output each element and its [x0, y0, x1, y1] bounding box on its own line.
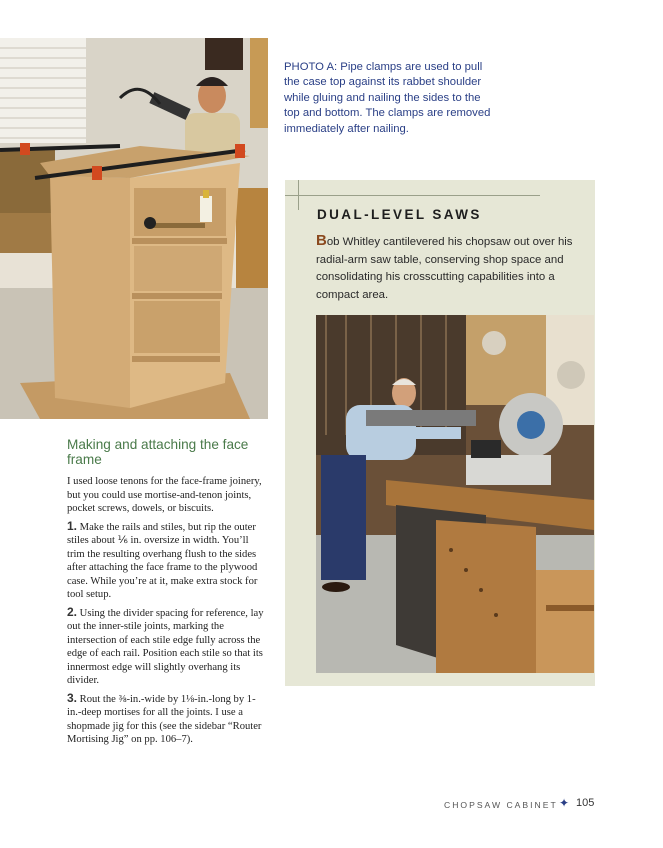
running-footer-section: CHOPSAW CABINET [444, 800, 558, 810]
step-number: 2. [67, 604, 78, 619]
step-text: Make the rails and stiles, but rip the outer stiles about ⅙ in. oversize in width. You’ll trim the resulting overhang flush to the sides after attaching the face frame to the plywood case. While you’re at it, make extra stock for tool setup. [67, 521, 258, 600]
caption-label: PHOTO A: [284, 61, 338, 73]
page-number: 105 [576, 797, 595, 809]
step-2 [67, 606, 268, 688]
step-number: 1. [67, 518, 78, 533]
step-1 [67, 520, 268, 602]
body-text [67, 475, 268, 747]
step-text: Rout the ⅜-in.-wide by 1⅛-in.-long by 1-in.-deep mortises for all the joints. I use a shopmade jig for this (see the sidebar “Router Mortising Jig” on pp. 106–7). [67, 693, 262, 745]
sidebar-title: DUAL-LEVEL SAWS [317, 207, 482, 222]
step-text: Using the divider spacing for reference, lay out the inner-stile joints, marking the intersection of each stile edge fully across the edge of each rail. Position each stile so that its innermost edge will slightly overhang its divider. [67, 607, 264, 686]
photo-cabinet-clamping [0, 38, 268, 419]
step-3 [67, 692, 268, 747]
diamond-icon: ✦ [559, 796, 570, 810]
photo-caption [284, 60, 499, 137]
sidebar-vertical-rule [298, 180, 299, 210]
drop-cap: B [316, 232, 327, 249]
intro-paragraph: I used loose tenons for the face-frame joinery, but you could use mortise-and-tenon joints, pocket screws, dowels, or biscuits. [67, 476, 262, 514]
section-heading: Making and attaching the face frame [67, 437, 249, 467]
photo-chopsaw [316, 315, 594, 673]
step-number: 3. [67, 690, 78, 705]
sidebar-text: ob Whitley cantilevered his chopsaw out over his radial-arm saw table, conserving shop space and consolidating his crosscutting capabilities into a compact area. [316, 236, 573, 301]
sidebar-body [316, 232, 574, 304]
caption-text: Pipe clamps are used to pull the case top against its rabbet shoulder while gluing and nailing the sides to the top and bottom. The clamps are removed immediately after nailing. [284, 61, 491, 135]
sidebar-rule [285, 195, 540, 196]
